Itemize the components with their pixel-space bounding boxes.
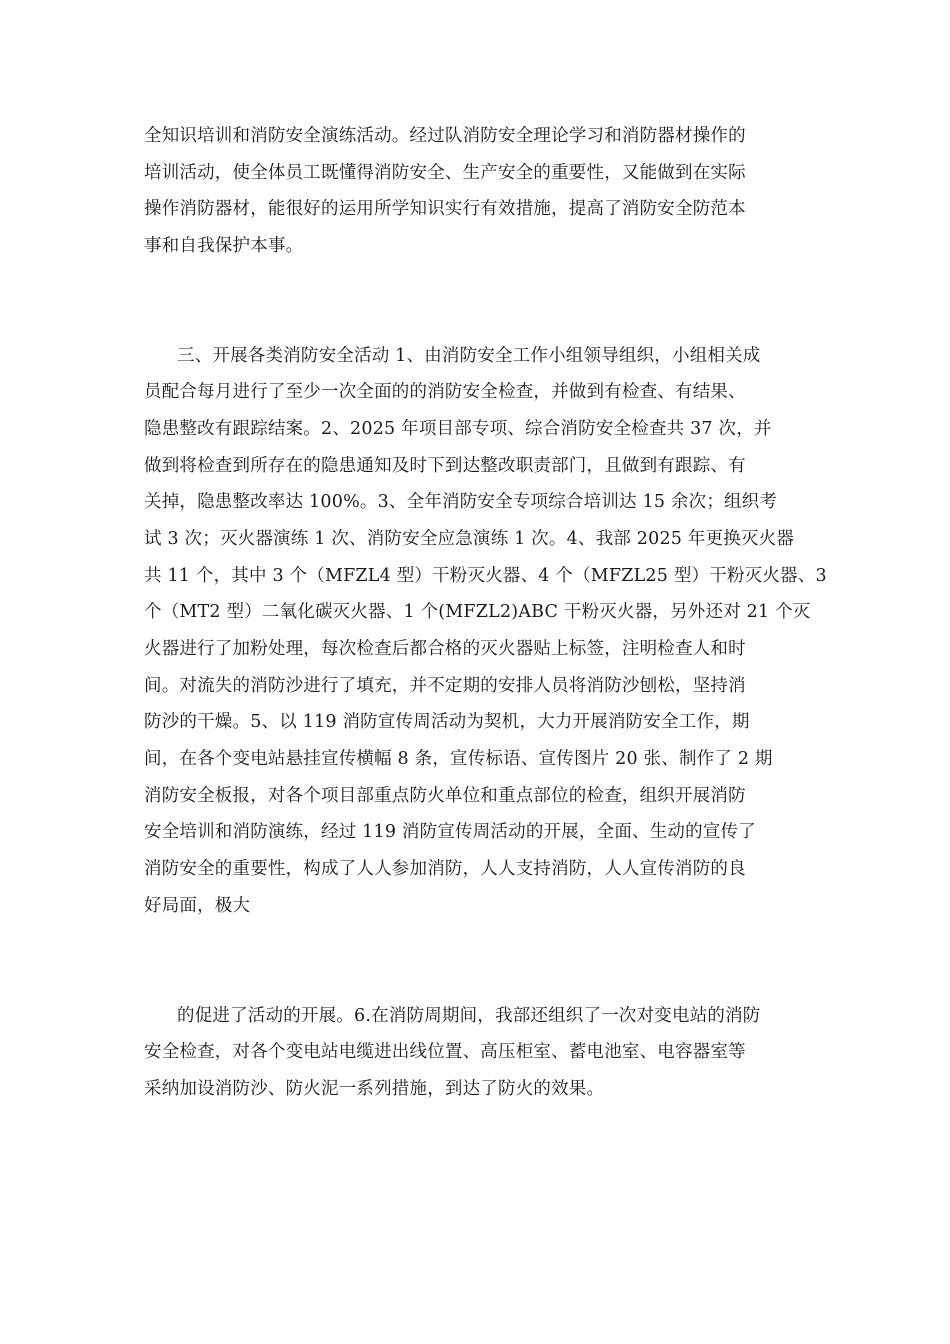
paragraph-2-line-4: 做到将检查到所存在的隐患通知及时下到达整改职责部门，且做到有跟踪、有 [144,456,746,476]
paragraph-2-line-9: 火器进行了加粉处理，每次检查后都合格的灭火器贴上标签，注明检查人和时 [144,639,746,659]
paragraph-2-line-12: 间，在各个变电站悬挂宣传横幅 8 条，宣传标语、宣传图片 20 张、制作了 2 期 [144,749,773,769]
paragraph-2-line-14: 安全培训和消防演练，经过 119 消防宣传周活动的开展，全面、生动的宣传了 [144,822,756,842]
paragraph-2-line-11: 防沙的干燥。5、以 119 消防宣传周活动为契机，大力开展消防安全工作，期 [144,712,750,732]
paragraph-2-line-7: 共 11 个，其中 3 个（MFZL4 型）干粉灭火器、4 个（MFZL25 型）干粉灭火器、3 [144,566,827,586]
paragraph-2-line-15: 消防安全的重要性，构成了人人参加消防，人人支持消防，人人宣传消防的良 [144,859,746,879]
paragraph-2-line-1: 三、开展各类消防安全活动 1、由消防安全工作小组领导组织，小组相关成 [177,346,761,366]
paragraph-3-line-3: 采纳加设消防沙、防火泥一系列措施，到达了防火的效果。 [144,1079,605,1099]
paragraph-2-line-8: 个（MT2 型）二氧化碳灭火器、1 个(MFZL2)ABC 干粉灭火器，另外还对 21 个灭 [144,602,811,622]
paragraph-1-line-1: 全知识培训和消防安全演练活动。经过队消防安全理论学习和消防器材操作的 [144,126,746,146]
paragraph-2-line-10: 间。对流失的消防沙进行了填充，并不定期的安排人员将消防沙刨松，坚持消 [144,676,746,696]
paragraph-2-line-2: 员配合每月进行了至少一次全面的的消防安全检查，并做到有检查、有结果、 [144,382,746,402]
paragraph-1-line-3: 操作消防器材，能很好的运用所学知识实行有效措施，提高了消防安全防范本 [144,199,746,219]
paragraph-1-line-2: 培训活动，使全体员工既懂得消防安全、生产安全的重要性，又能做到在实际 [144,163,746,183]
paragraph-1-line-4: 事和自我保护本事。 [144,236,304,256]
paragraph-3-line-1: 的促进了活动的开展。6.在消防周期间，我部还组织了一次对变电站的消防 [177,1006,761,1026]
paragraph-2-line-3: 隐患整改有跟踪结案。2、2025 年项目部专项、综合消防安全检查共 37 次，并 [144,419,772,439]
paragraph-2-line-5: 关掉，隐患整改率达 100%。3、全年消防安全专项综合培训达 15 余次；组织考 [144,492,778,512]
paragraph-2-line-16: 好局面，极大 [144,896,251,916]
paragraph-3-line-2: 安全检查，对各个变电站电缆进出线位置、高压柜室、蓄电池室、电容器室等 [144,1042,746,1062]
paragraph-2-line-13: 消防安全板报，对各个项目部重点防火单位和重点部位的检查，组织开展消防 [144,786,746,806]
paragraph-2-line-6: 试 3 次；灭火器演练 1 次、消防安全应急演练 1 次。4、我部 2025 年更换灭火器 [144,529,795,549]
